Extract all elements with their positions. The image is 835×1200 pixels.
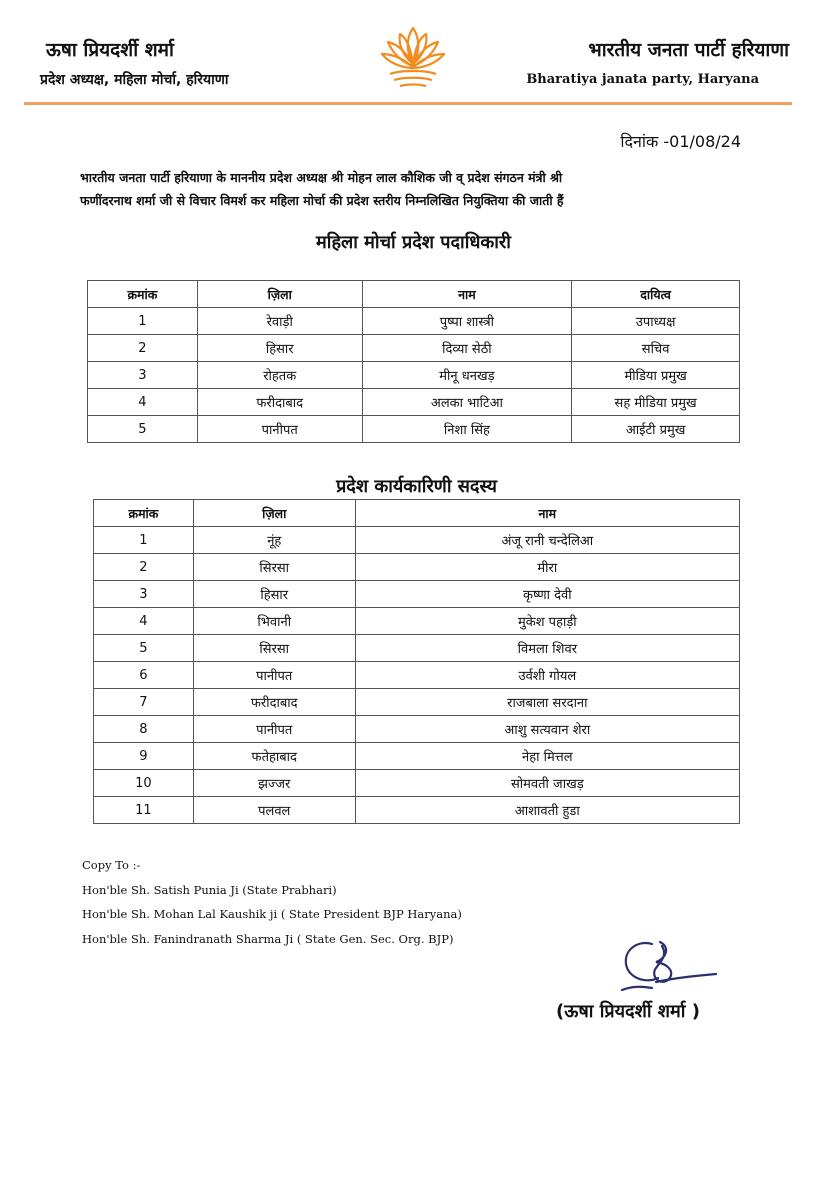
cell-name: कृष्णा देवी xyxy=(355,581,739,608)
copy-to-recipient: Hon'ble Sh. Satish Punia Ji (State Prabhari) xyxy=(82,882,337,897)
sender-designation: प्रदेश अध्यक्ष, महिला मोर्चा, हरियाणा xyxy=(40,72,229,88)
table-row xyxy=(94,743,740,770)
cell-district: रोहतक xyxy=(197,362,362,389)
col-header-responsibility: दायित्व xyxy=(572,281,740,308)
cell-district: पानीपत xyxy=(193,716,355,743)
cell-serial: 3 xyxy=(94,581,194,608)
cell-responsibility: सह मीडिया प्रमुख xyxy=(572,389,740,416)
sender-name: ऊषा प्रियदर्शी शर्मा xyxy=(46,39,174,61)
cell-serial: 11 xyxy=(94,797,194,824)
cell-responsibility: सचिव xyxy=(572,335,740,362)
table-row xyxy=(88,389,740,416)
table-row xyxy=(88,416,740,443)
table-row xyxy=(94,689,740,716)
cell-name: दिव्या सेठी xyxy=(362,335,572,362)
cell-responsibility: आईटी प्रमुख xyxy=(572,416,740,443)
cell-district: सिरसा xyxy=(193,554,355,581)
copy-to-recipient: Hon'ble Sh. Mohan Lal Kaushik ji ( State President BJP Haryana) xyxy=(82,907,462,921)
intro-paragraph xyxy=(80,166,770,212)
cell-district: भिवानी xyxy=(193,608,355,635)
lotus-icon xyxy=(376,22,450,96)
cell-name: मीरा xyxy=(355,554,739,581)
intro-line-2: फणींदरनाथ शर्मा जी से विचार विमर्श कर महिला मोर्चा की प्रदेश स्तरीय निम्नलिखित नियुक्तिया की जाती हैं xyxy=(80,193,564,208)
cell-serial: 4 xyxy=(88,389,198,416)
cell-serial: 2 xyxy=(88,335,198,362)
cell-serial: 1 xyxy=(94,527,194,554)
cell-name: अलका भाटिआ xyxy=(362,389,572,416)
cell-district: हिसार xyxy=(197,335,362,362)
cell-name: विमला शिवर xyxy=(355,635,739,662)
cell-district: पलवल xyxy=(193,797,355,824)
cell-name: पुष्पा शास्त्री xyxy=(362,308,572,335)
cell-name: सोमवती जाखड़ xyxy=(355,770,739,797)
cell-responsibility: मीडिया प्रमुख xyxy=(572,362,740,389)
cell-serial: 4 xyxy=(94,608,194,635)
cell-district: रेवाड़ी xyxy=(197,308,362,335)
cell-district: पानीपत xyxy=(197,416,362,443)
col-header-name: नाम xyxy=(355,500,739,527)
cell-responsibility: उपाध्यक्ष xyxy=(572,308,740,335)
cell-serial: 10 xyxy=(94,770,194,797)
table-row xyxy=(94,716,740,743)
col-header-district: ज़िला xyxy=(197,281,362,308)
signature-icon xyxy=(612,934,722,1000)
cell-serial: 9 xyxy=(94,743,194,770)
table-row xyxy=(94,527,740,554)
cell-name: राजबाला सरदाना xyxy=(355,689,739,716)
cell-serial: 6 xyxy=(94,662,194,689)
signatory-name: (ऊषा प्रियदर्शी शर्मा ) xyxy=(556,1001,700,1022)
cell-serial: 7 xyxy=(94,689,194,716)
executive-members-table xyxy=(93,499,740,824)
cell-name: आशावती हुडा xyxy=(355,797,739,824)
office-bearers-title: महिला मोर्चा प्रदेश पदाधिकारी xyxy=(316,232,511,253)
table-row xyxy=(94,554,740,581)
party-name-hindi: भारतीय जनता पार्टी हरियाणा xyxy=(588,39,789,61)
intro-line-1: भारतीय जनता पार्टी हरियाणा के माननीय प्रदेश अध्यक्ष श्री मोहन लाल कौशिक जी व् प्रदेश संगठन मंत्री श्री xyxy=(80,170,563,185)
cell-serial: 1 xyxy=(88,308,198,335)
cell-name: मीनू धनखड़ xyxy=(362,362,572,389)
col-header-name: नाम xyxy=(362,281,572,308)
copy-to-recipient: Hon'ble Sh. Fanindranath Sharma Ji ( State Gen. Sec. Org. BJP) xyxy=(82,931,454,946)
table-row xyxy=(88,335,740,362)
col-header-district: ज़िला xyxy=(193,500,355,527)
office-bearers-table xyxy=(87,280,740,443)
cell-district: फतेहाबाद xyxy=(193,743,355,770)
table-row xyxy=(94,608,740,635)
cell-name: मुकेश पहाड़ी xyxy=(355,608,739,635)
table-row xyxy=(94,662,740,689)
cell-district: फरीदाबाद xyxy=(197,389,362,416)
table-row xyxy=(94,635,740,662)
table-row xyxy=(94,770,740,797)
cell-serial: 5 xyxy=(94,635,194,662)
cell-name: नेहा मित्तल xyxy=(355,743,739,770)
cell-district: पानीपत xyxy=(193,662,355,689)
table-header-row xyxy=(94,500,740,527)
cell-serial: 8 xyxy=(94,716,194,743)
cell-district: नूंह xyxy=(193,527,355,554)
col-header-serial: क्रमांक xyxy=(94,500,194,527)
header-divider xyxy=(24,102,792,105)
cell-name: उर्वशी गोयल xyxy=(355,662,739,689)
cell-district: हिसार xyxy=(193,581,355,608)
cell-name: आशु सत्यवान शेरा xyxy=(355,716,739,743)
cell-serial: 3 xyxy=(88,362,198,389)
executive-members-title: प्रदेश कार्यकारिणी सदस्य xyxy=(336,476,497,497)
table-row xyxy=(88,308,740,335)
cell-serial: 2 xyxy=(94,554,194,581)
party-name-english: Bharatiya janata party, Haryana xyxy=(526,72,759,87)
col-header-serial: क्रमांक xyxy=(88,281,198,308)
cell-district: फरीदाबाद xyxy=(193,689,355,716)
table-header-row xyxy=(88,281,740,308)
cell-name: अंजू रानी चन्देलिआ xyxy=(355,527,739,554)
cell-serial: 5 xyxy=(88,416,198,443)
cell-name: निशा सिंह xyxy=(362,416,572,443)
table-row xyxy=(94,581,740,608)
letter-date: दिनांक -01/08/24 xyxy=(620,132,741,151)
table-row xyxy=(88,362,740,389)
copy-to-block xyxy=(82,853,462,951)
copy-to-label: Copy To :- xyxy=(82,858,141,872)
cell-district: सिरसा xyxy=(193,635,355,662)
table-row xyxy=(94,797,740,824)
cell-district: झज्जर xyxy=(193,770,355,797)
